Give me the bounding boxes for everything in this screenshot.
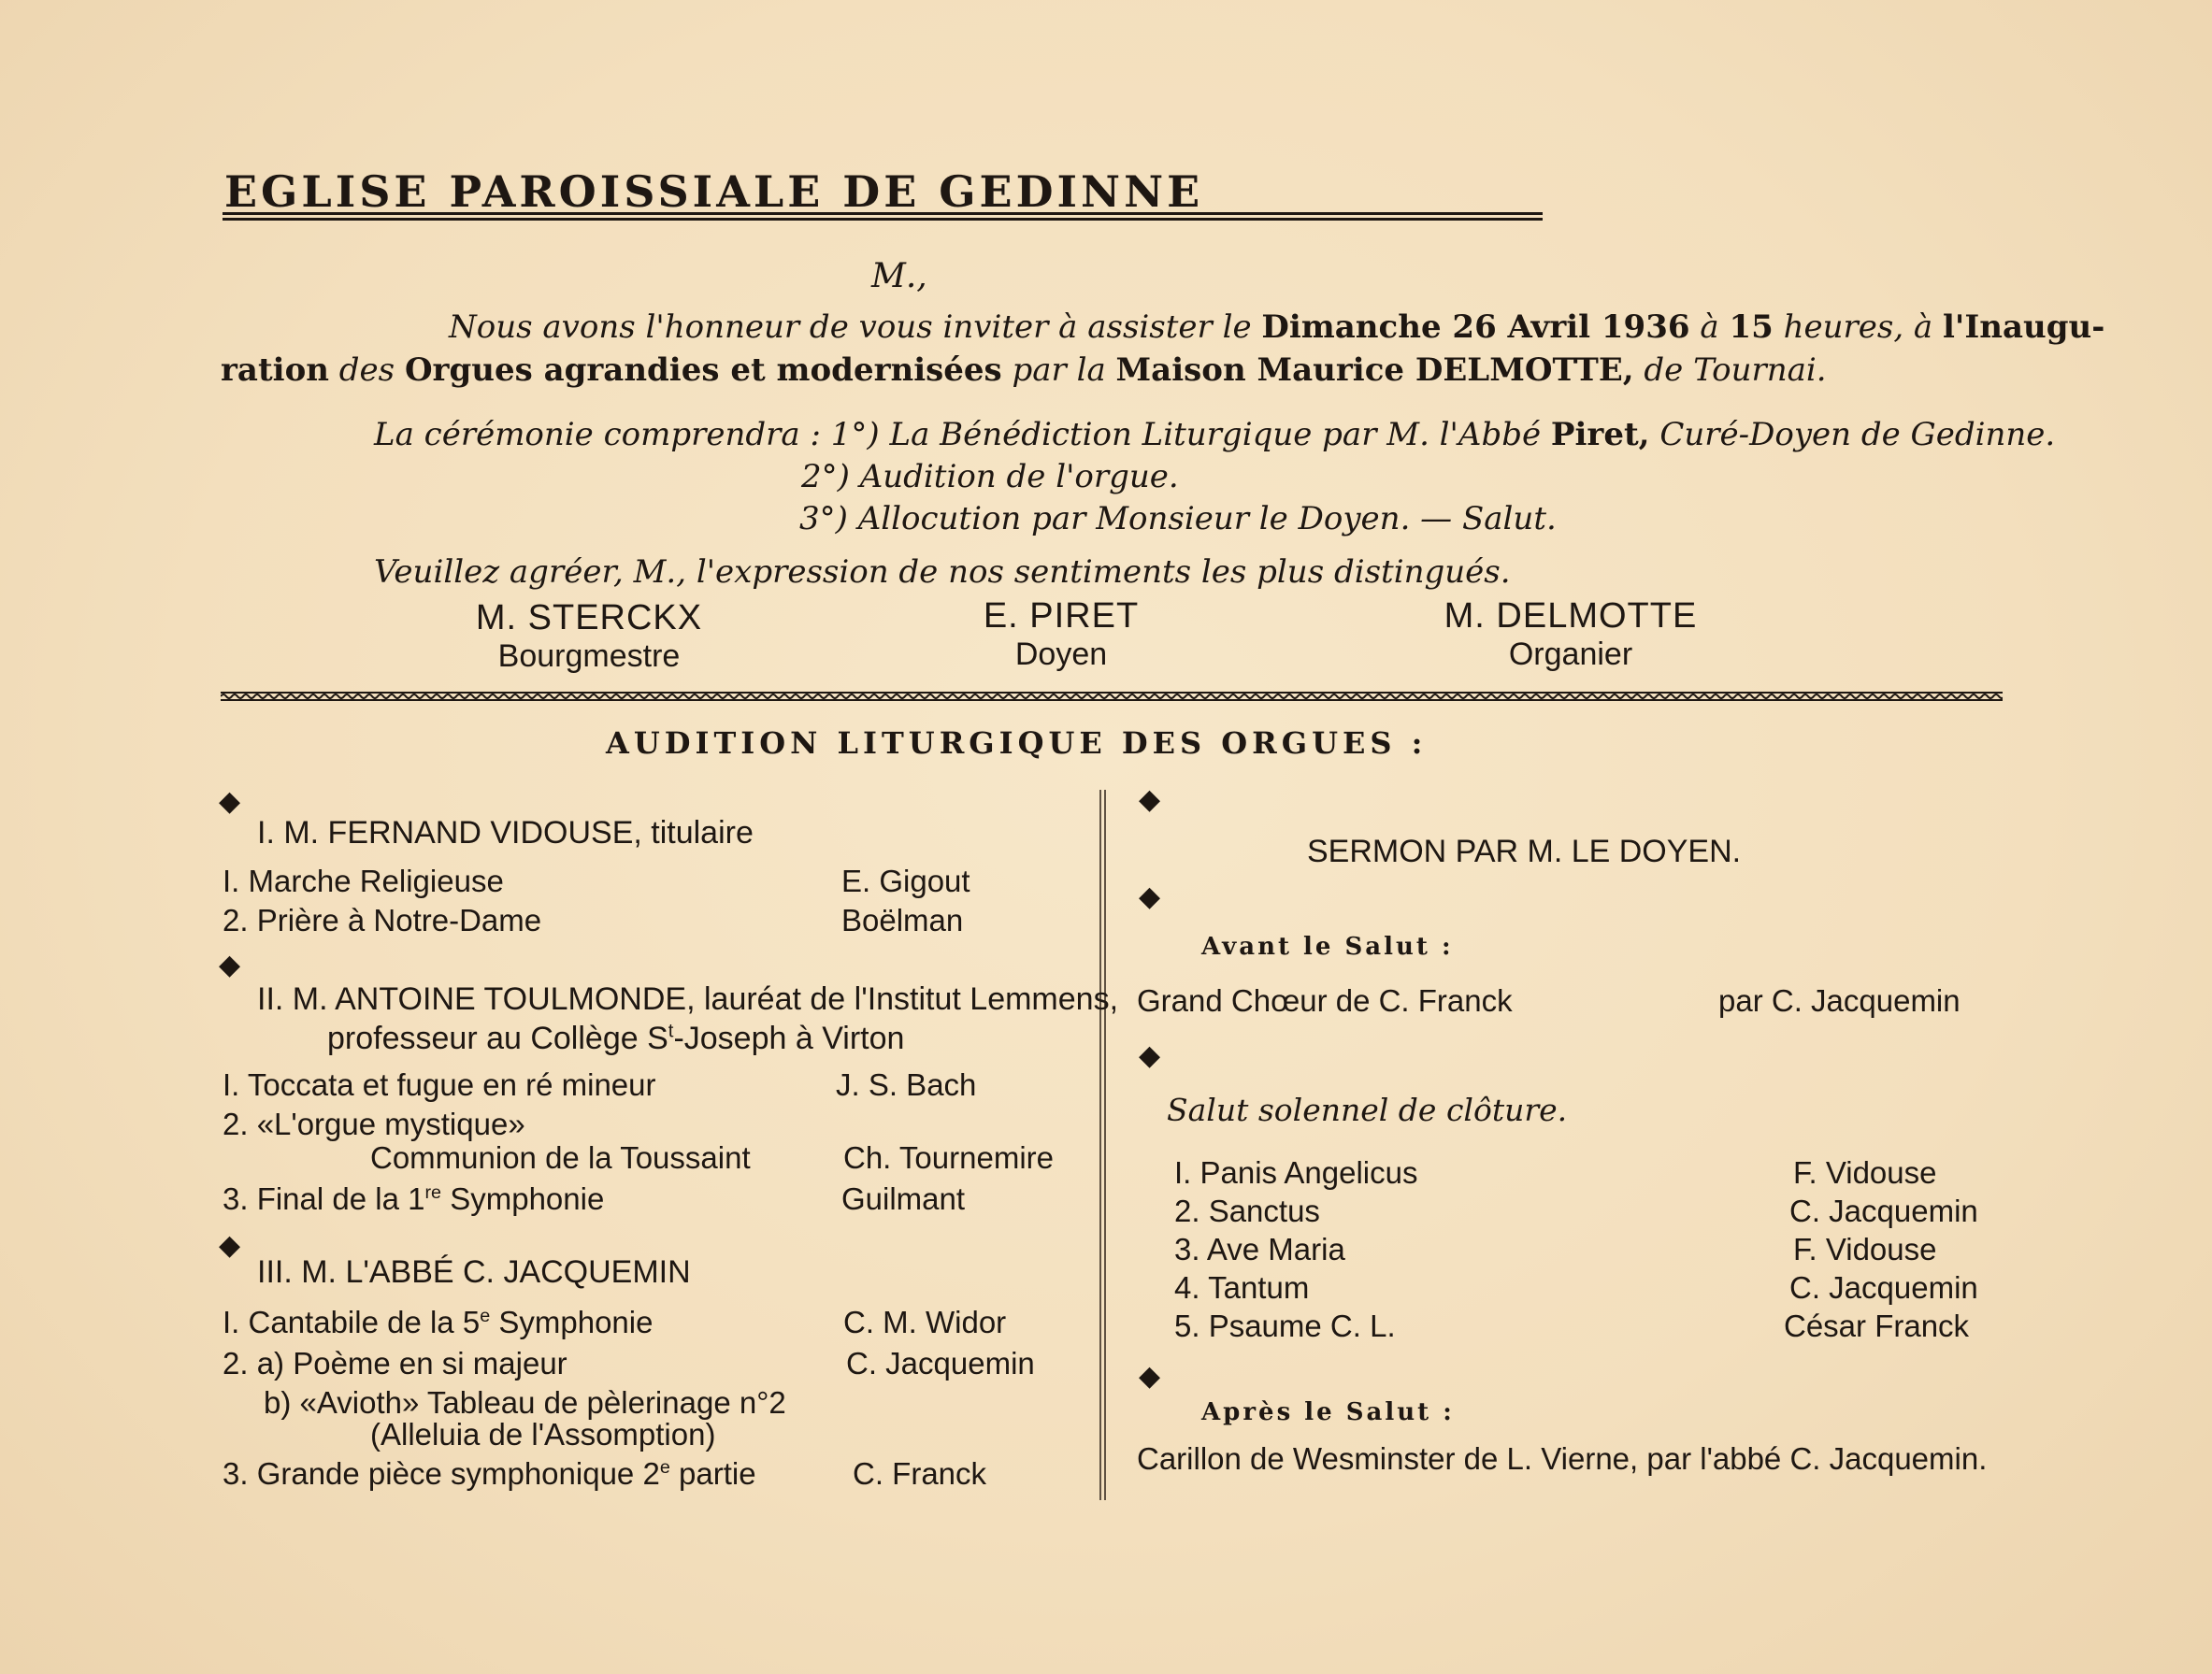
organ-description: Orgues agrandies et modernisées (404, 351, 1002, 389)
salut-item-composer: C. Jacquemin (1789, 1270, 1978, 1305)
section-heading-2-cont (327, 1021, 904, 1057)
invitation-text-bold: l'Inaugu- (1943, 308, 2105, 346)
piece-title (223, 1456, 756, 1492)
salut-item-composer: C. Jacquemin (1789, 1194, 1978, 1228)
salut-item-title: 5. Psaume C. L. (1174, 1309, 1396, 1343)
audition-title: AUDITION LITURGIQUE DES ORGUES : (606, 725, 1428, 761)
superscript: re (424, 1182, 442, 1203)
closing-formula: Veuillez agréer, M., l'expression de nos sentiments les plus distingués. (374, 553, 1511, 591)
diamond-ornament: ◆ (1139, 1361, 1161, 1392)
piece-title (223, 1181, 604, 1217)
salut-item-title: I. Panis Angelicus (1174, 1155, 1418, 1190)
diamond-ornament: ◆ (1139, 1040, 1161, 1071)
diamond-ornament: ◆ (1139, 784, 1161, 815)
heading-text: professeur au Collège S (327, 1021, 668, 1056)
signature-name: E. PIRET (983, 596, 1140, 636)
piece-title: 2. a) Poème en si majeur (223, 1346, 567, 1381)
invitation-text: de Tournai. (1644, 351, 1827, 389)
signature-role: Doyen (1014, 637, 1108, 672)
diamond-ornament: ◆ (219, 1230, 241, 1261)
title-text: 3. Grande pièce symphonique 2 (223, 1456, 660, 1491)
piece-title (223, 1305, 653, 1340)
ceremony-item-text: Curé-Doyen de Gedinne. (1659, 416, 2056, 453)
title-text: Symphonie (441, 1181, 605, 1216)
diamond-ornament: ◆ (219, 786, 241, 817)
salut-item-composer: F. Vidouse (1793, 1232, 1937, 1266)
piece-composer: Boëlman (841, 903, 964, 937)
ceremony-line-1 (374, 416, 2055, 453)
sermon-heading: SERMON PAR M. LE DOYEN. (1307, 834, 1742, 869)
invitation-line-1 (449, 308, 2104, 346)
salut-item-title: 4. Tantum (1174, 1270, 1310, 1305)
title-text: Symphonie (490, 1305, 654, 1339)
carillon-line: Carillon de Wesminster de L. Vierne, par l'abbé C. Jacquemin. (1137, 1441, 1988, 1476)
event-hour: 15 (1729, 308, 1774, 346)
signature-bourgmestre (402, 598, 776, 675)
piece-composer: Ch. Tournemire (843, 1140, 1054, 1175)
ceremony-item-number: 1°) (830, 416, 880, 453)
superscript: e (659, 1457, 670, 1478)
piece-subtitle: Communion de la Toussaint (370, 1140, 751, 1175)
wavy-divider (221, 690, 2003, 703)
title-text: 3. Final de la 1 (223, 1181, 425, 1216)
signature-doyen (874, 596, 1248, 673)
signature-name: M. DELMOTTE (1444, 596, 1698, 636)
diamond-ornament: ◆ (1139, 881, 1161, 912)
avant-salut-heading: Avant le Salut : (1201, 933, 1454, 961)
organ-builder: Maison Maurice DELMOTTE, (1115, 351, 1634, 389)
invitation-text-bold: ration (221, 351, 329, 389)
ceremony-line-2: 2°) Audition de l'orgue. (801, 458, 1179, 495)
invitation-text: par la (1012, 351, 1106, 389)
invitation-text: à (1700, 308, 1719, 346)
event-date: Dimanche 26 Avril 1936 (1261, 308, 1690, 346)
ceremony-line-3: 3°) Allocution par Monsieur le Doyen. — Salut. (799, 500, 1557, 537)
piece-composer: par C. Jacquemin (1718, 983, 1961, 1018)
signature-organier (1384, 596, 1758, 673)
title-underline (223, 212, 1543, 221)
piece-title: I. Toccata et fugue en ré mineur (223, 1067, 656, 1102)
piece-title: b) «Avioth» Tableau de pèlerinage n°2 (264, 1385, 786, 1420)
salut-heading: Salut solennel de clôture. (1167, 1092, 1568, 1128)
diamond-ornament: ◆ (219, 950, 241, 980)
invitation-text: des (338, 351, 395, 389)
piece-composer: E. Gigout (841, 864, 970, 898)
piece-composer: C. Jacquemin (846, 1346, 1035, 1381)
piece-composer: J. S. Bach (836, 1067, 977, 1102)
heading-text: -Joseph à Virton (673, 1021, 905, 1056)
invitation-text: Nous avons l'honneur de vous inviter à assister le (449, 308, 1252, 346)
signature-name: M. STERCKX (475, 598, 703, 637)
ceremony-item-name: Piret, (1550, 416, 1650, 453)
ceremony-intro: La cérémonie comprendra : (374, 416, 821, 453)
piece-title: Grand Chœur de C. Franck (1137, 983, 1513, 1018)
salut-item-composer: F. Vidouse (1793, 1155, 1937, 1190)
signature-role: Organier (1508, 637, 1633, 672)
piece-composer: Guilmant (841, 1181, 966, 1216)
piece-subtitle: (Alleluia de l'Assomption) (370, 1417, 716, 1452)
signature-role: Bourgmestre (497, 638, 681, 674)
title-text: partie (669, 1456, 756, 1491)
piece-title: 2. «L'orgue mystique» (223, 1107, 525, 1141)
salut-item-composer: César Franck (1784, 1309, 1970, 1343)
superscript: e (480, 1306, 491, 1326)
piece-composer: C. Franck (853, 1456, 987, 1491)
salut-item-title: 2. Sanctus (1174, 1194, 1320, 1228)
ceremony-item-text: La Bénédiction Liturgique par M. l'Abbé (889, 416, 1542, 453)
section-heading-3: III. M. L'ABBÉ C. JACQUEMIN (257, 1254, 691, 1290)
superscript: t (668, 1021, 674, 1042)
apres-salut-heading: Après le Salut : (1201, 1398, 1455, 1426)
piece-title: 2. Prière à Notre-Dame (223, 903, 542, 937)
section-heading-1: I. M. FERNAND VIDOUSE, titulaire (257, 815, 754, 851)
invitation-text: heures, à (1783, 308, 1933, 346)
title-text: I. Cantabile de la 5 (223, 1305, 481, 1339)
salutation: M., (871, 257, 927, 295)
salut-item-title: 3. Ave Maria (1174, 1232, 1345, 1266)
page-title: EGLISE PAROISSIALE DE GEDINNE (224, 166, 1204, 217)
invitation-line-2 (221, 351, 1827, 389)
piece-composer: C. M. Widor (843, 1305, 1007, 1339)
section-heading-2: II. M. ANTOINE TOULMONDE, lauréat de l'Institut Lemmens, (257, 981, 1119, 1017)
column-divider (1098, 790, 1109, 1500)
piece-title: I. Marche Religieuse (223, 864, 504, 898)
